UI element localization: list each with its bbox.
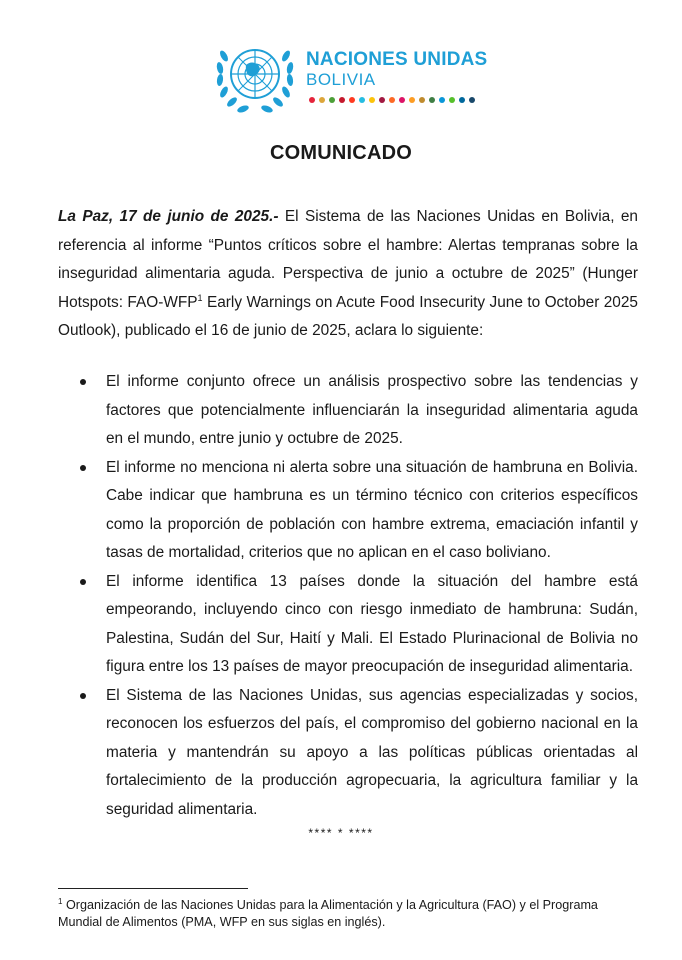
un-emblem-icon: [210, 38, 300, 116]
intro-paragraph: [58, 203, 638, 346]
list-item-text: El informe identifica 13 países donde la situación del hambre está empeorando, incluyendo cinco con riesgo inmediato de hambruna: Sudán, Palestina, Sudán del Sur, Haití y Mali. El Estado Plurinacional de Bolivia no figura entre los 13 países de mayor preocupación de inseguridad alimentaria.: [106, 572, 638, 675]
bullet-list: [58, 368, 638, 824]
sdg-dot: [379, 97, 385, 103]
footnote: [58, 897, 638, 931]
sdg-color-dots: [309, 97, 475, 103]
intro-text-1: El Sistema de las Naciones Unidas en Bolivia, en referencia al informe “Puntos críticos sobre el hambre: Alertas tempranas sobre la inseguridad alimentaria aguda. Perspectiva de junio a octubre de 2025” (Hunger Hotspots: FAO-WFP: [58, 208, 638, 311]
sdg-dot: [469, 97, 475, 103]
sdg-dot: [449, 97, 455, 103]
list-item-text: El informe no menciona ni alerta sobre una situación de hambruna en Bolivia. Cabe indicar que hambruna es un término técnico con criterios específicos como la proporción de población con hambre extrema, emaciación infantil y tasas de mortalidad, criterios que no aplican en el caso boliviano.: [106, 458, 638, 561]
footnote-text: Organización de las Naciones Unidas para la Alimentación y la Agricultura (FAO) y el Programa Mundial de Alimentos (PMA, WFP en sus siglas en inglés).: [58, 898, 598, 929]
sdg-dot: [329, 97, 335, 103]
footnote-marker: 1: [58, 896, 63, 906]
sdg-dot: [399, 97, 405, 103]
list-item: [58, 568, 638, 682]
bullet-icon: [80, 579, 86, 585]
separator: **** * ****: [308, 826, 374, 840]
intro-lead: La Paz, 17 de junio de 2025.-: [58, 208, 279, 225]
list-item: [58, 368, 638, 454]
intro-text-2: Early Warnings on Acute Food Insecurity June to October 2025 Outlook), publicado el 16 de junio de 2025, aclara lo siguiente:: [58, 293, 638, 339]
org-country: BOLIVIA: [306, 70, 376, 89]
list-item-text: El Sistema de las Naciones Unidas, sus agencias especializadas y socios, reconocen los esfuerzos del país, el compromiso del gobierno nacional en la materia y mantendrán su apoyo a las políticas públicas orientadas al fortalecimiento de la producción agropecuaria, la agricultura familiar y la seguridad alimentaria.: [106, 686, 638, 818]
list-item-text: El informe conjunto ofrece un análisis prospectivo sobre las tendencias y factores que potencialmente influenciarán la inseguridad alimentaria aguda en el mundo, entre junio y octubre de 2025.: [106, 373, 638, 447]
sdg-dot: [339, 97, 345, 103]
sdg-dot: [459, 97, 465, 103]
sdg-dot: [409, 97, 415, 103]
org-wordmark: [306, 50, 487, 90]
sdg-dot: [419, 97, 425, 103]
sdg-dot: [349, 97, 355, 103]
letterhead: [0, 0, 682, 120]
sdg-dot: [439, 97, 445, 103]
sdg-dot: [429, 97, 435, 103]
org-name: NACIONES UNIDAS: [306, 49, 488, 70]
page-title: COMUNICADO: [270, 142, 412, 164]
footnote-rule: [58, 888, 248, 889]
bullet-icon: [80, 693, 86, 699]
footnote-ref: 1: [197, 292, 203, 303]
sdg-dot: [389, 97, 395, 103]
bullet-icon: [80, 379, 86, 385]
sdg-dot: [319, 97, 325, 103]
list-item: [58, 454, 638, 568]
sdg-dot: [369, 97, 375, 103]
list-item: [58, 682, 638, 825]
bullet-icon: [80, 465, 86, 471]
sdg-dot: [359, 97, 365, 103]
sdg-dot: [309, 97, 315, 103]
